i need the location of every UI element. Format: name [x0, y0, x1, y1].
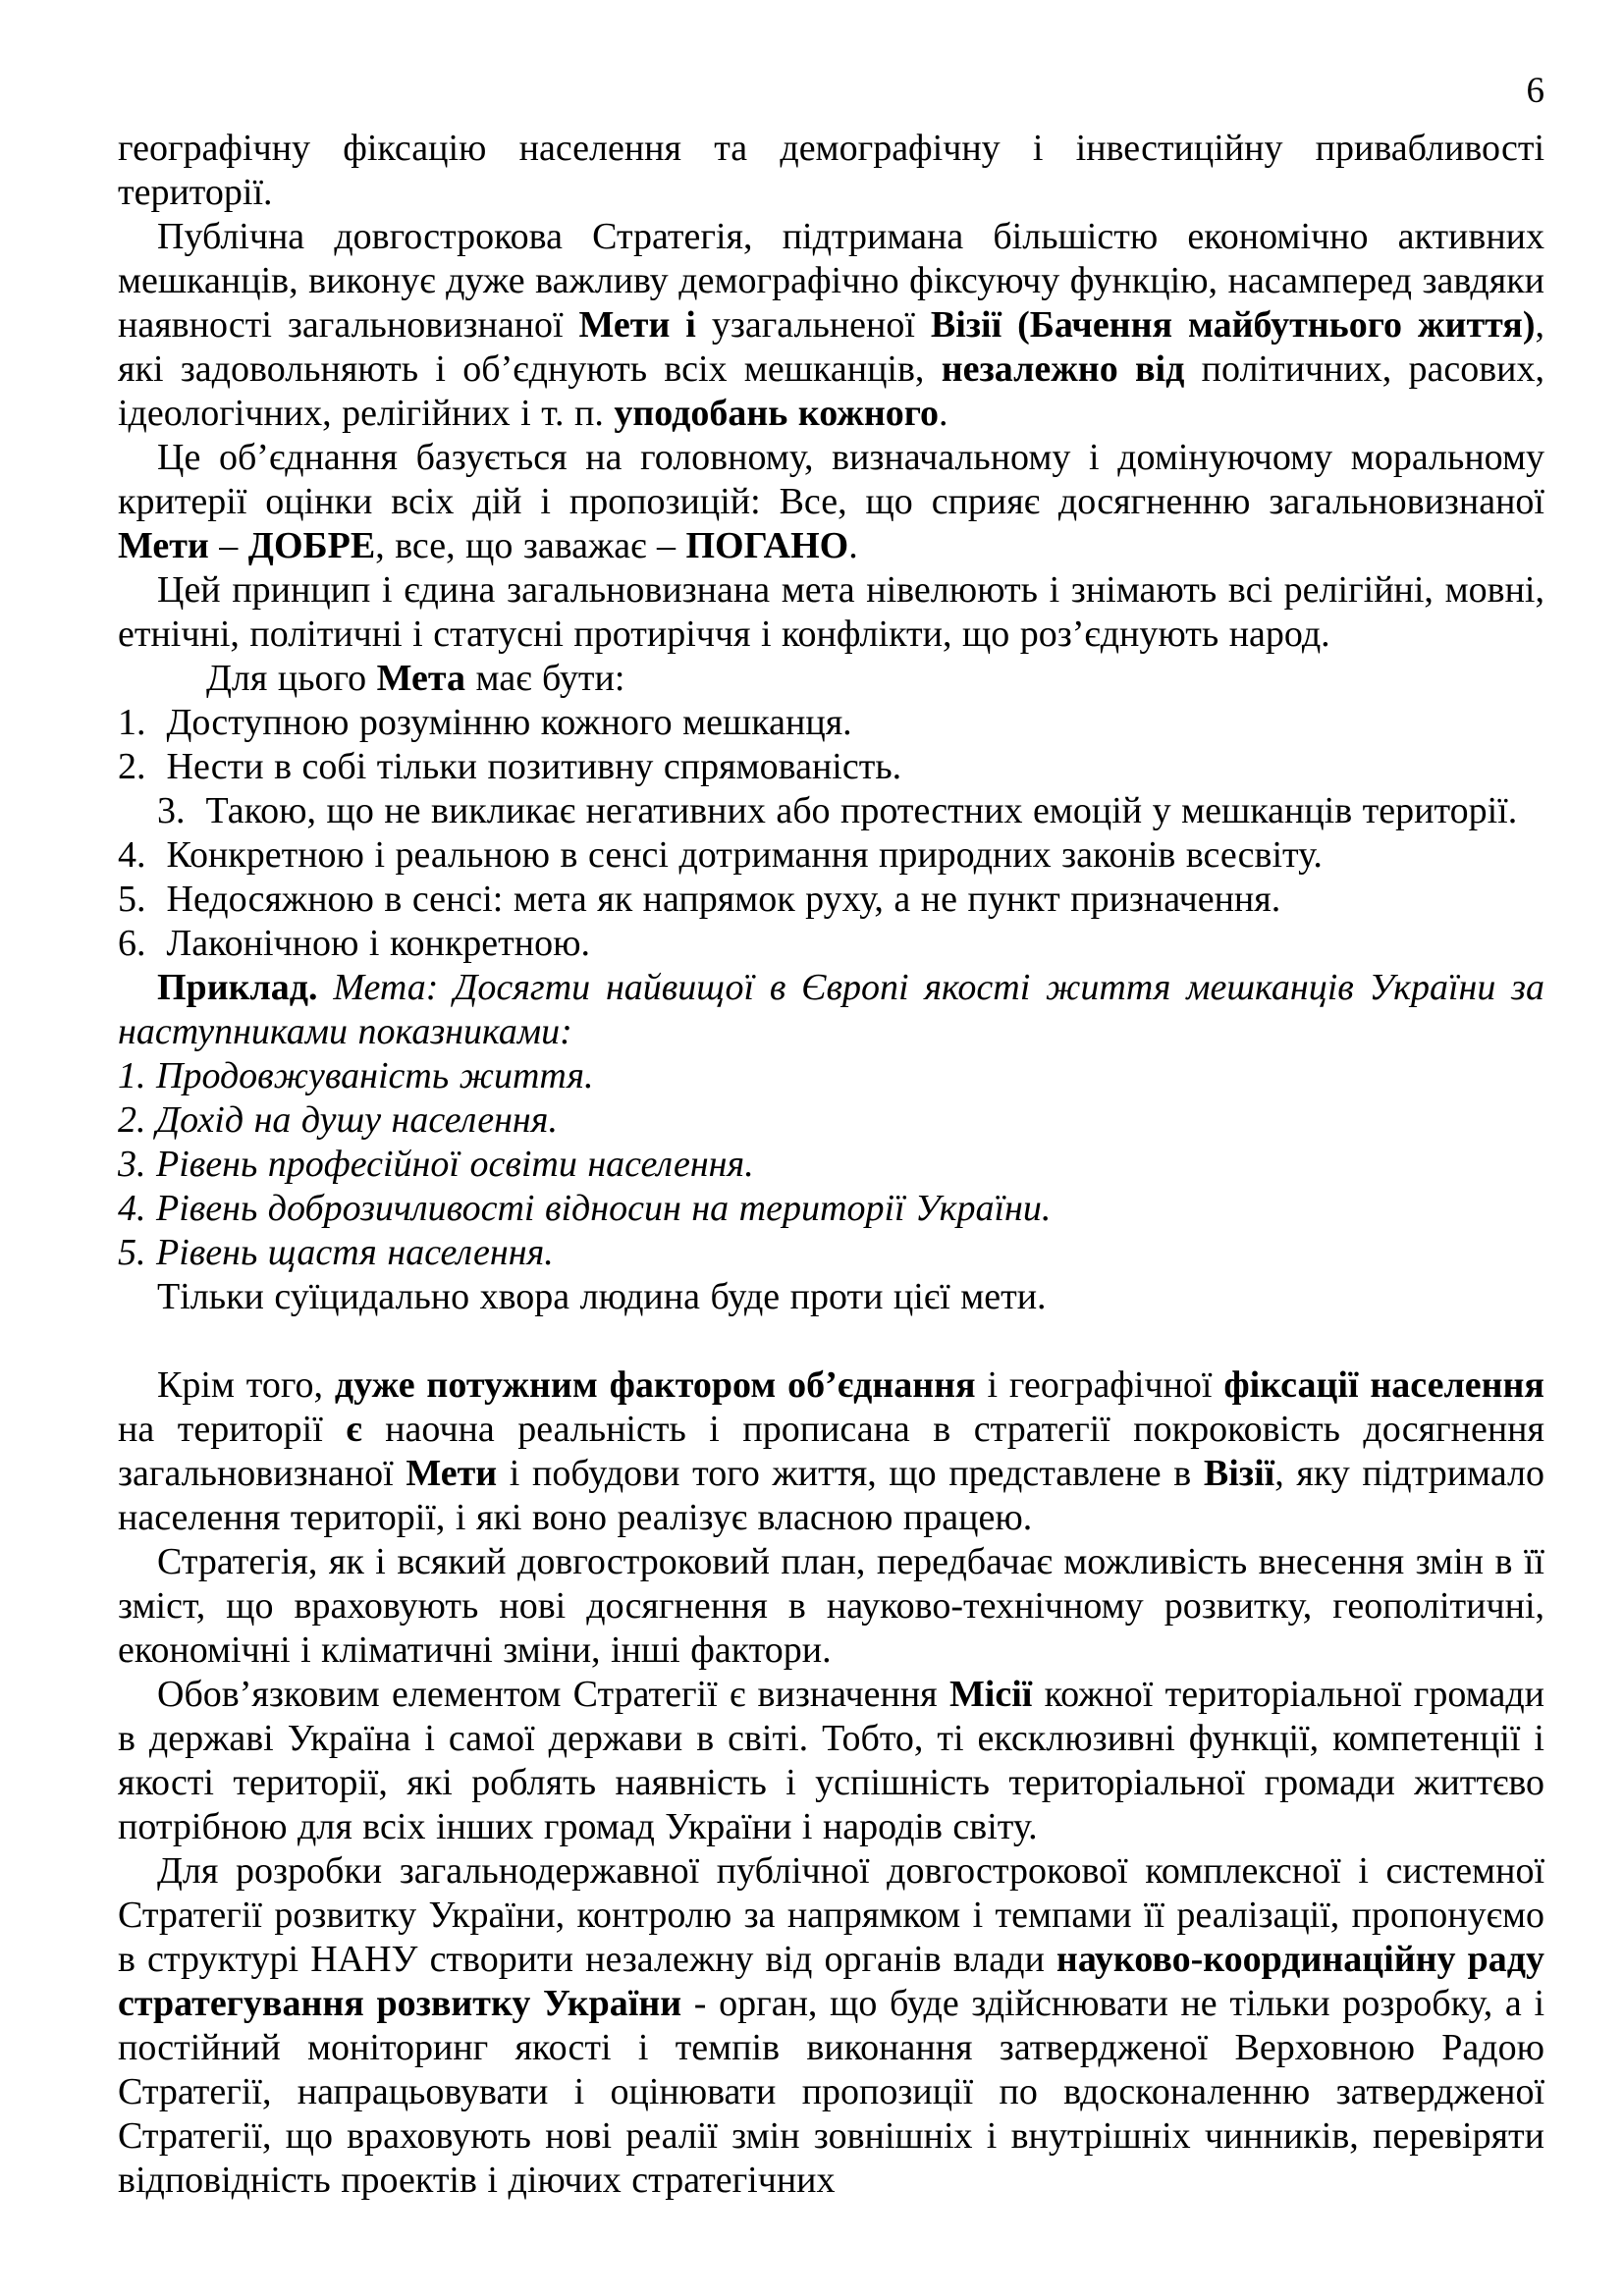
- text-segment: , яку підтримало населення території, і які воно реалізує власною працею.: [118, 1453, 1544, 1538]
- text-segment: 3. Такою, що не викликає негативних або протестних емоцій у мешканців території.: [157, 790, 1518, 831]
- text-segment: 2. Дохід на душу населення.: [118, 1099, 558, 1141]
- example-list-item: [118, 1143, 1544, 1187]
- list-item: [118, 922, 1544, 966]
- text-segment: Приклад.: [157, 967, 318, 1008]
- text-segment: Цей принцип і єдина загальновизнана мета нівелюють і знімають всі релігійні, мовні, етнічні, політичні і статусні протиріччя і конфлікти, що роз’єднують народ.: [118, 569, 1544, 655]
- text-segment: наочна реальність і прописана в стратегії покроковість досягнення загальновизнаної: [118, 1409, 1545, 1494]
- text-segment: 4. Рівень доброзичливості відносин на території України.: [118, 1188, 1052, 1229]
- list-item: [118, 701, 1544, 745]
- list-item: [118, 789, 1544, 833]
- text-segment: Візії: [1203, 1453, 1275, 1494]
- text-segment: .: [848, 525, 858, 566]
- text-segment: Мета: [376, 658, 466, 699]
- paragraph: [118, 1540, 1544, 1673]
- text-segment: політичних, расових, ідеологічних, релігійних і т. п.: [118, 348, 1544, 434]
- example-list-item: [118, 1187, 1544, 1231]
- document-body: [118, 127, 1544, 2203]
- text-segment: ДОБРЕ: [247, 525, 376, 566]
- list-item: [118, 833, 1544, 878]
- text-segment: науково-координаційну раду стратегування розвитку України: [118, 1939, 1544, 2024]
- example-list-item: [118, 1098, 1544, 1143]
- paragraph: [118, 1673, 1544, 1849]
- text-segment: Для розробки загальнодержавної публічної довгострокової комплексної і системної Стратегії розвитку України, контролю за напрямком і темпами її реалізації, пропонуємо в структурі НАНУ створити незалежну від органів влади: [118, 1850, 1544, 1980]
- text-segment: Для цього: [206, 658, 377, 699]
- text-segment: 6. Лаконічною і конкретною.: [118, 923, 590, 964]
- paragraph: [118, 436, 1544, 568]
- text-segment: має бути:: [465, 658, 625, 699]
- paragraph: [118, 657, 1544, 701]
- text-segment: 5. Недосяжною в сенсі: мета як напрямок руху, а не пункт призначення.: [118, 879, 1281, 920]
- text-segment: географічну фіксацію населення та демографічну і інвестиційну привабливості території.: [118, 128, 1544, 213]
- example-paragraph: [118, 966, 1544, 1054]
- text-segment: Мети і: [578, 304, 712, 346]
- text-segment: кожної територіальної громади в державі Україна і самої держави в світі. Тобто, ті ексклюзивні функції, компетенції і якості території, які роблять наявність і успішність територіальної громади життєво потрібною для всіх інших громад України і народів світу.: [118, 1674, 1544, 1847]
- text-segment: 5. Рівень щастя населення.: [118, 1232, 554, 1273]
- text-segment: дуже потужним фактором об’єднання: [334, 1364, 976, 1406]
- text-segment: Це об’єднання базується на головному, визначальному і домінуючому моральному критерії оцінки всіх дій і пропозицій: Все, що сприяє досягненню загальновизнаної: [118, 437, 1544, 522]
- paragraph: [118, 1275, 1544, 1319]
- text-segment: , все, що заважає –: [375, 525, 686, 566]
- paragraph: [118, 215, 1544, 436]
- example-list-item: [118, 1054, 1544, 1098]
- text-segment: Публічна довгострокова Стратегія, підтримана більшістю економічно активних мешканців, виконує дуже важливу демографічно фіксуючу функцію, насамперед завдяки наявності загальновизнаної: [118, 216, 1544, 346]
- paragraph: [118, 568, 1544, 657]
- text-segment: Обов’язковим елементом Стратегії є визначення: [157, 1674, 949, 1715]
- example-list-item: [118, 1231, 1544, 1275]
- page-number: 6: [1526, 71, 1544, 111]
- text-segment: 3. Рівень професійної освіти населення.: [118, 1144, 754, 1185]
- text-segment: Візії (Бачення майбутнього життя): [930, 304, 1536, 346]
- paragraph-continuation: [118, 127, 1544, 215]
- text-segment: 4. Конкретною і реальною в сенсі дотримання природних законів всесвіту.: [118, 834, 1323, 876]
- text-segment: - орган, що буде здійснювати не тільки розробку, а і постійний моніторинг якості і темпів виконання затвердженої Верховною Радою Стратегії, напрацьовувати і оцінювати пропозиції по вдосконаленню затвердженої Стратегії, що враховують нові реалії змін зовнішніх і внутрішніх чинників, перевіряти відповідність проектів і діючих стратегічних: [118, 1983, 1544, 2201]
- text-segment: Мета: Досягти найвищої в Європі якості життя мешканців України за наступниками показниками:: [118, 967, 1544, 1052]
- text-segment: ПОГАНО: [685, 525, 849, 566]
- text-segment: узагальненої: [711, 304, 931, 346]
- text-segment: фіксації населення: [1223, 1364, 1544, 1406]
- text-segment: і побудови того життя, що представлене в: [497, 1453, 1204, 1494]
- text-segment: Місії: [948, 1674, 1033, 1715]
- text-segment: 1. Продовжуваність життя.: [118, 1055, 594, 1096]
- text-segment: Мети: [406, 1453, 498, 1494]
- text-segment: є: [346, 1409, 362, 1450]
- text-segment: 2. Нести в собі тільки позитивну спрямованість.: [118, 746, 902, 787]
- text-segment: Мети: [118, 525, 209, 566]
- paragraph: [118, 1849, 1544, 2203]
- text-segment: –: [208, 525, 248, 566]
- text-segment: 1. Доступною розумінню кожного мешканця.: [118, 702, 852, 743]
- text-segment: Тільки суїцидально хвора людина буде проти цієї мети.: [157, 1276, 1047, 1317]
- list-item: [118, 745, 1544, 789]
- text-segment: Стратегія, як і всякий довгостроковий план, передбачає можливість внесення змін в її зміст, що враховують нові досягнення в науково-технічному розвитку, геополітичні, економічні і кліматичні зміни, інші фактори.: [118, 1541, 1544, 1671]
- text-segment: уподобань кожного: [614, 393, 940, 434]
- text-segment: Крім того,: [157, 1364, 335, 1406]
- text-segment: на території: [118, 1409, 347, 1450]
- list-item: [118, 878, 1544, 922]
- paragraph: [118, 1363, 1544, 1540]
- text-segment: , які задовольняють і об’єднують всіх мешканців,: [118, 304, 1544, 390]
- text-segment: незалежно від: [941, 348, 1202, 390]
- blank-line: [118, 1319, 1544, 1363]
- text-segment: .: [939, 393, 948, 434]
- text-segment: і географічної: [975, 1364, 1224, 1406]
